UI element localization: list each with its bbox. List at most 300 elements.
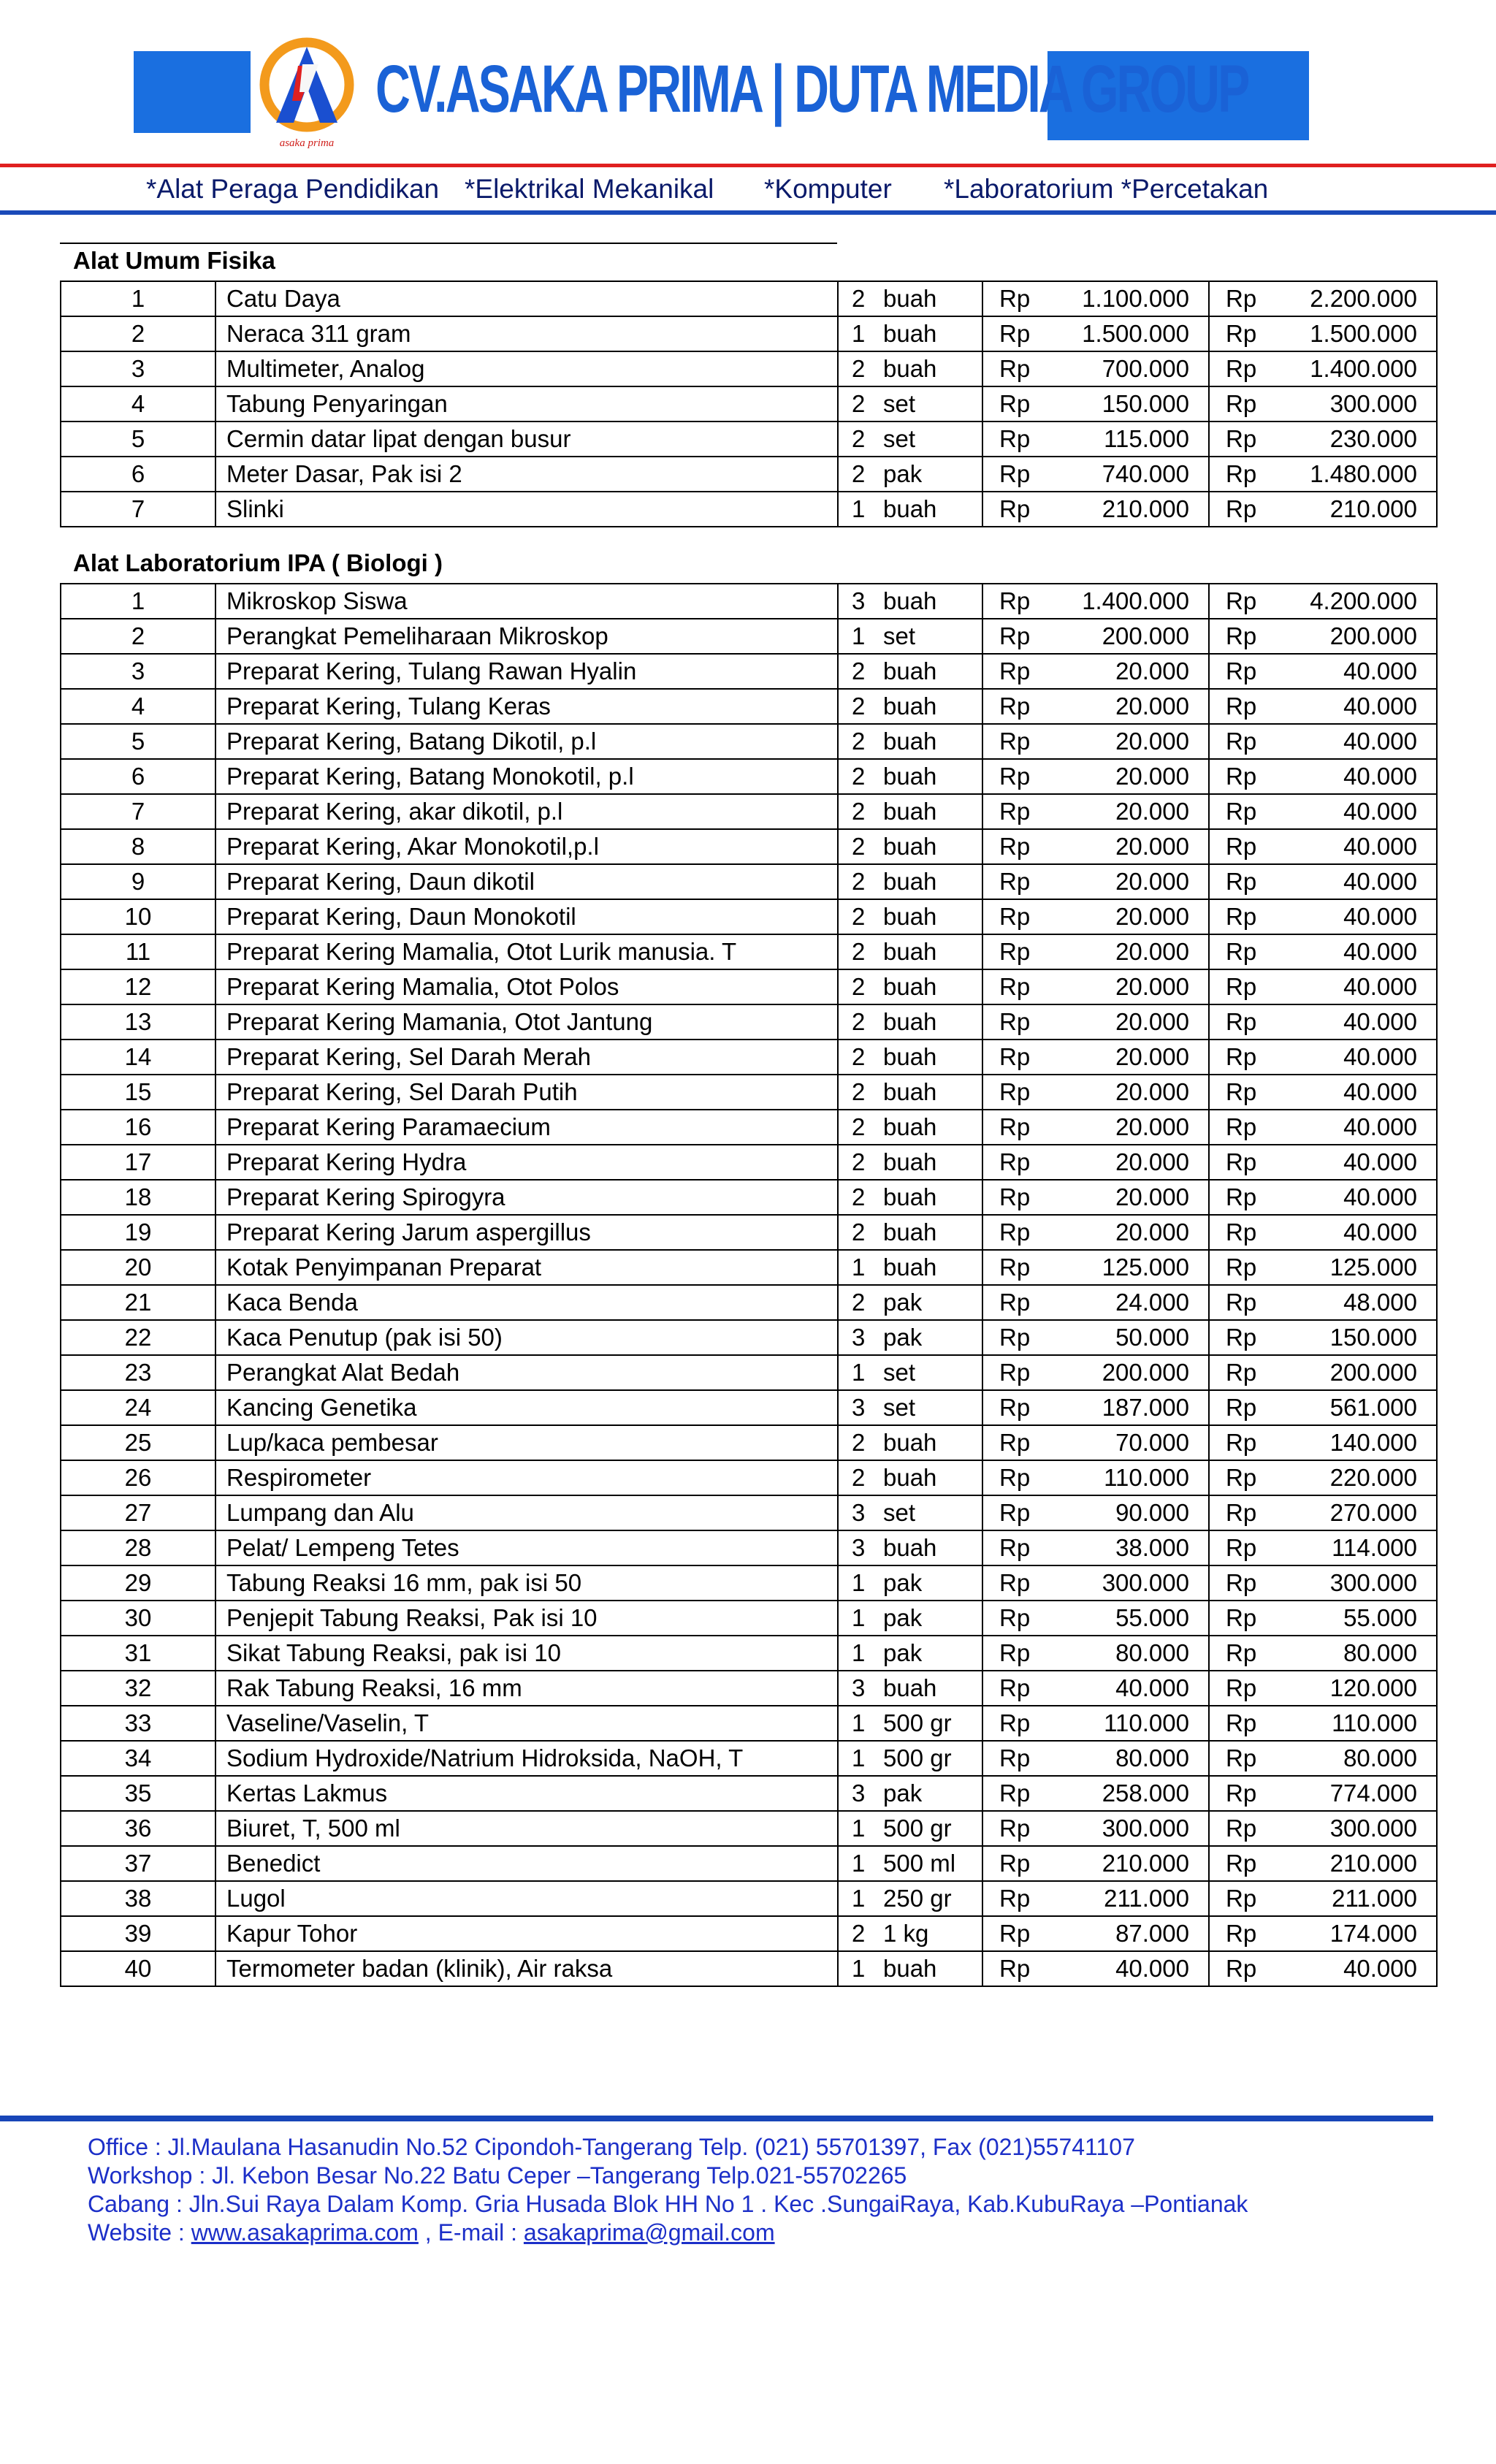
item-total-price: 300.000: [1260, 1811, 1437, 1846]
item-total-price: 40.000: [1260, 1004, 1437, 1040]
currency-label: Rp: [1209, 1636, 1260, 1671]
item-name: Lup/kaca pembesar: [215, 1425, 838, 1460]
item-name: Preparat Kering Mamalia, Otot Lurik manusia. T: [215, 934, 838, 969]
item-name: Perangkat Alat Bedah: [215, 1355, 838, 1390]
item-quantity: 2: [838, 422, 883, 457]
table-row: [61, 1004, 1437, 1040]
item-total-price: 40.000: [1260, 759, 1437, 794]
currency-label: Rp: [982, 1004, 1034, 1040]
currency-label: Rp: [982, 316, 1034, 351]
table-row: [61, 1881, 1437, 1916]
item-name: Preparat Kering Paramaecium: [215, 1110, 838, 1145]
item-unit-price: 258.000: [1034, 1776, 1209, 1811]
currency-label: Rp: [1209, 1706, 1260, 1741]
item-name: Kapur Tohor: [215, 1916, 838, 1951]
item-unit: set: [883, 1355, 982, 1390]
item-unit: buah: [883, 1145, 982, 1180]
item-total-price: 140.000: [1260, 1425, 1437, 1460]
currency-label: Rp: [1209, 1671, 1260, 1706]
item-number: 24: [61, 1390, 215, 1425]
item-name: Preparat Kering Mamania, Otot Jantung: [215, 1004, 838, 1040]
item-quantity: 3: [838, 584, 883, 619]
item-name: Kaca Penutup (pak isi 50): [215, 1320, 838, 1355]
item-unit-price: 20.000: [1034, 969, 1209, 1004]
table-row: [61, 1495, 1437, 1530]
item-number: 32: [61, 1671, 215, 1706]
table-row: [61, 864, 1437, 899]
item-total-price: 270.000: [1260, 1495, 1437, 1530]
item-unit: buah: [883, 794, 982, 829]
item-total-price: 80.000: [1260, 1741, 1437, 1776]
currency-label: Rp: [1209, 1951, 1260, 1986]
email-label: , E-mail :: [418, 2219, 524, 2246]
item-quantity: 2: [838, 899, 883, 934]
currency-label: Rp: [1209, 1250, 1260, 1285]
item-name: Preparat Kering, Akar Monokotil,p.l: [215, 829, 838, 864]
item-name: Tabung Penyaringan: [215, 386, 838, 422]
section-title: Alat Laboratorium IPA ( Biologi ): [73, 549, 443, 576]
currency-label: Rp: [1209, 1285, 1260, 1320]
item-unit-price: 20.000: [1034, 724, 1209, 759]
table-row: [61, 1951, 1437, 1986]
item-unit-price: 20.000: [1034, 759, 1209, 794]
table-row: [61, 1075, 1437, 1110]
item-name: Preparat Kering, Sel Darah Putih: [215, 1075, 838, 1110]
item-unit-price: 50.000: [1034, 1320, 1209, 1355]
item-quantity: 1: [838, 1741, 883, 1776]
currency-label: Rp: [982, 1285, 1034, 1320]
currency-label: Rp: [982, 1776, 1034, 1811]
currency-label: Rp: [982, 969, 1034, 1004]
item-total-price: 40.000: [1260, 1040, 1437, 1075]
item-unit-price: 20.000: [1034, 689, 1209, 724]
item-name: Preparat Kering, Sel Darah Merah: [215, 1040, 838, 1075]
item-number: 27: [61, 1495, 215, 1530]
item-quantity: 2: [838, 829, 883, 864]
item-total-price: 1.500.000: [1260, 316, 1437, 351]
item-name: Respirometer: [215, 1460, 838, 1495]
currency-label: Rp: [1209, 1530, 1260, 1565]
item-quantity: 2: [838, 1075, 883, 1110]
item-unit-price: 300.000: [1034, 1811, 1209, 1846]
footer-contact: [88, 2133, 1248, 2247]
item-name: Catu Daya: [215, 281, 838, 316]
item-total-price: 300.000: [1260, 386, 1437, 422]
currency-label: Rp: [982, 1530, 1034, 1565]
item-name: Cermin datar lipat dengan busur: [215, 422, 838, 457]
header-red-line: [0, 164, 1496, 167]
item-unit-price: 90.000: [1034, 1495, 1209, 1530]
item-quantity: 2: [838, 794, 883, 829]
item-unit-price: 80.000: [1034, 1636, 1209, 1671]
currency-label: Rp: [982, 1741, 1034, 1776]
item-total-price: 40.000: [1260, 724, 1437, 759]
currency-label: Rp: [1209, 316, 1260, 351]
currency-label: Rp: [982, 1495, 1034, 1530]
item-unit: set: [883, 1495, 982, 1530]
item-quantity: 1: [838, 1881, 883, 1916]
currency-label: Rp: [1209, 1565, 1260, 1601]
item-total-price: 48.000: [1260, 1285, 1437, 1320]
currency-label: Rp: [982, 386, 1034, 422]
currency-label: Rp: [1209, 422, 1260, 457]
item-total-price: 2.200.000: [1260, 281, 1437, 316]
item-unit-price: 38.000: [1034, 1530, 1209, 1565]
item-quantity: 1: [838, 1601, 883, 1636]
item-name: Preparat Kering, Tulang Keras: [215, 689, 838, 724]
table-row: [61, 1636, 1437, 1671]
item-total-price: 40.000: [1260, 899, 1437, 934]
item-number: 30: [61, 1601, 215, 1636]
item-name: Vaseline/Vaselin, T: [215, 1706, 838, 1741]
currency-label: Rp: [1209, 1110, 1260, 1145]
table-row: [61, 386, 1437, 422]
currency-label: Rp: [1209, 619, 1260, 654]
item-unit: pak: [883, 1320, 982, 1355]
item-number: 1: [61, 281, 215, 316]
item-unit: buah: [883, 689, 982, 724]
currency-label: Rp: [982, 899, 1034, 934]
currency-label: Rp: [1209, 1741, 1260, 1776]
currency-label: Rp: [982, 864, 1034, 899]
item-unit: buah: [883, 1040, 982, 1075]
currency-label: Rp: [1209, 899, 1260, 934]
item-unit-price: 1.100.000: [1034, 281, 1209, 316]
header-left-bar: [134, 51, 251, 133]
item-quantity: 2: [838, 689, 883, 724]
item-number: 33: [61, 1706, 215, 1741]
category-item: *Elektrikal Mekanikal: [465, 174, 714, 204]
item-number: 4: [61, 689, 215, 724]
item-total-price: 40.000: [1260, 1180, 1437, 1215]
currency-label: Rp: [1209, 1180, 1260, 1215]
item-number: 6: [61, 457, 215, 492]
item-unit: buah: [883, 1460, 982, 1495]
item-unit: buah: [883, 492, 982, 527]
currency-label: Rp: [982, 1916, 1034, 1951]
table-row: [61, 422, 1437, 457]
currency-label: Rp: [982, 1601, 1034, 1636]
item-total-price: 1.400.000: [1260, 351, 1437, 386]
item-unit-price: 187.000: [1034, 1390, 1209, 1425]
item-unit-price: 210.000: [1034, 492, 1209, 527]
currency-label: Rp: [982, 351, 1034, 386]
currency-label: Rp: [1209, 1145, 1260, 1180]
item-number: 18: [61, 1180, 215, 1215]
item-number: 31: [61, 1636, 215, 1671]
item-name: Biuret, T, 500 ml: [215, 1811, 838, 1846]
item-unit: buah: [883, 1180, 982, 1215]
currency-label: Rp: [1209, 1811, 1260, 1846]
table-row: [61, 899, 1437, 934]
item-quantity: 2: [838, 1180, 883, 1215]
item-quantity: 2: [838, 351, 883, 386]
item-number: 20: [61, 1250, 215, 1285]
item-quantity: 2: [838, 864, 883, 899]
currency-label: Rp: [982, 1425, 1034, 1460]
item-number: 17: [61, 1145, 215, 1180]
table-row: [61, 1706, 1437, 1741]
item-quantity: 2: [838, 654, 883, 689]
item-number: 13: [61, 1004, 215, 1040]
item-unit-price: 20.000: [1034, 1180, 1209, 1215]
item-unit: buah: [883, 969, 982, 1004]
item-name: Penjepit Tabung Reaksi, Pak isi 10: [215, 1601, 838, 1636]
table-row: [61, 1425, 1437, 1460]
item-unit-price: 87.000: [1034, 1916, 1209, 1951]
item-unit: buah: [883, 1075, 982, 1110]
item-quantity: 1: [838, 1951, 883, 1986]
item-unit: set: [883, 1390, 982, 1425]
email-link[interactable]: asakaprima@gmail.com: [523, 2219, 775, 2246]
item-unit: pak: [883, 1636, 982, 1671]
currency-label: Rp: [1209, 1601, 1260, 1636]
item-number: 1: [61, 584, 215, 619]
item-total-price: 55.000: [1260, 1601, 1437, 1636]
item-number: 16: [61, 1110, 215, 1145]
item-total-price: 210.000: [1260, 1846, 1437, 1881]
currency-label: Rp: [1209, 351, 1260, 386]
currency-label: Rp: [1209, 1495, 1260, 1530]
item-quantity: 1: [838, 1565, 883, 1601]
item-name: Neraca 311 gram: [215, 316, 838, 351]
footer-divider: [0, 2116, 1433, 2121]
item-total-price: 150.000: [1260, 1320, 1437, 1355]
item-total-price: 40.000: [1260, 1215, 1437, 1250]
table-row: [61, 1601, 1437, 1636]
currency-label: Rp: [1209, 386, 1260, 422]
item-quantity: 2: [838, 386, 883, 422]
item-quantity: 2: [838, 1110, 883, 1145]
item-total-price: 40.000: [1260, 1145, 1437, 1180]
website-link[interactable]: www.asakaprima.com: [191, 2219, 419, 2246]
item-number: 15: [61, 1075, 215, 1110]
item-unit: buah: [883, 864, 982, 899]
item-quantity: 2: [838, 724, 883, 759]
item-name: Preparat Kering Mamalia, Otot Polos: [215, 969, 838, 1004]
item-quantity: 2: [838, 934, 883, 969]
item-name: Preparat Kering Hydra: [215, 1145, 838, 1180]
item-name: Preparat Kering Jarum aspergillus: [215, 1215, 838, 1250]
item-number: 8: [61, 829, 215, 864]
item-total-price: 4.200.000: [1260, 584, 1437, 619]
item-number: 19: [61, 1215, 215, 1250]
item-unit: set: [883, 422, 982, 457]
table-row: [61, 1250, 1437, 1285]
item-total-price: 40.000: [1260, 829, 1437, 864]
currency-label: Rp: [1209, 1460, 1260, 1495]
item-total-price: 200.000: [1260, 1355, 1437, 1390]
table-row: [61, 1110, 1437, 1145]
item-unit: buah: [883, 1250, 982, 1285]
section-title: Alat Umum Fisika: [73, 247, 275, 274]
item-unit: buah: [883, 724, 982, 759]
item-name: Lumpang dan Alu: [215, 1495, 838, 1530]
item-name: Benedict: [215, 1846, 838, 1881]
currency-label: Rp: [1209, 1916, 1260, 1951]
currency-label: Rp: [982, 1250, 1034, 1285]
currency-label: Rp: [982, 1811, 1034, 1846]
currency-label: Rp: [1209, 281, 1260, 316]
currency-label: Rp: [982, 457, 1034, 492]
table-row: [61, 724, 1437, 759]
currency-label: Rp: [982, 1145, 1034, 1180]
table-row: [61, 934, 1437, 969]
item-number: 7: [61, 794, 215, 829]
item-unit-price: 1.500.000: [1034, 316, 1209, 351]
currency-label: Rp: [1209, 584, 1260, 619]
item-unit: buah: [883, 829, 982, 864]
currency-label: Rp: [982, 422, 1034, 457]
table-row: [61, 619, 1437, 654]
company-name: CV.ASAKA PRIMA | DUTA MEDIA GROUP: [375, 52, 1248, 126]
item-unit: set: [883, 619, 982, 654]
item-unit: buah: [883, 899, 982, 934]
item-unit-price: 80.000: [1034, 1741, 1209, 1776]
item-total-price: 40.000: [1260, 794, 1437, 829]
item-unit: buah: [883, 1215, 982, 1250]
item-unit: set: [883, 386, 982, 422]
item-number: 3: [61, 351, 215, 386]
item-name: Perangkat Pemeliharaan Mikroskop: [215, 619, 838, 654]
item-number: 2: [61, 619, 215, 654]
item-quantity: 1: [838, 619, 883, 654]
item-number: 36: [61, 1811, 215, 1846]
item-unit-price: 24.000: [1034, 1285, 1209, 1320]
item-unit-price: 20.000: [1034, 899, 1209, 934]
item-name: Rak Tabung Reaksi, 16 mm: [215, 1671, 838, 1706]
currency-label: Rp: [1209, 1425, 1260, 1460]
currency-label: Rp: [1209, 1320, 1260, 1355]
item-unit: buah: [883, 1530, 982, 1565]
item-number: 12: [61, 969, 215, 1004]
item-number: 38: [61, 1881, 215, 1916]
header-blue-line: [0, 210, 1496, 215]
item-unit-price: 211.000: [1034, 1881, 1209, 1916]
item-quantity: 3: [838, 1530, 883, 1565]
item-number: 10: [61, 899, 215, 934]
currency-label: Rp: [982, 1706, 1034, 1741]
table-row: [61, 1285, 1437, 1320]
item-unit-price: 125.000: [1034, 1250, 1209, 1285]
items-table-biologi: [60, 583, 1438, 1987]
currency-label: Rp: [1209, 1075, 1260, 1110]
table-row: [61, 1776, 1437, 1811]
office-address: Office : Jl.Maulana Hasanudin No.52 Cipondoh-Tangerang Telp. (021) 55701397, Fax (021)55741107: [88, 2134, 1135, 2160]
item-total-price: 40.000: [1260, 969, 1437, 1004]
item-quantity: 2: [838, 1916, 883, 1951]
item-quantity: 2: [838, 1004, 883, 1040]
item-quantity: 2: [838, 1460, 883, 1495]
item-number: 5: [61, 724, 215, 759]
currency-label: Rp: [1209, 829, 1260, 864]
item-quantity: 1: [838, 1250, 883, 1285]
currency-label: Rp: [982, 654, 1034, 689]
table-row: [61, 1355, 1437, 1390]
currency-label: Rp: [982, 492, 1034, 527]
currency-label: Rp: [982, 689, 1034, 724]
currency-label: Rp: [982, 1846, 1034, 1881]
currency-label: Rp: [982, 1390, 1034, 1425]
item-quantity: 3: [838, 1671, 883, 1706]
item-number: 28: [61, 1530, 215, 1565]
table-row: [61, 1846, 1437, 1881]
item-unit-price: 20.000: [1034, 794, 1209, 829]
item-unit: pak: [883, 1776, 982, 1811]
item-name: Preparat Kering, Batang Monokotil, p.l: [215, 759, 838, 794]
item-number: 7: [61, 492, 215, 527]
branch-address: Cabang : Jln.Sui Raya Dalam Komp. Gria Husada Blok HH No 1 . Kec .SungaiRaya, Kab.KubuRaya –Pontianak: [88, 2191, 1248, 2217]
currency-label: Rp: [1209, 492, 1260, 527]
item-unit-price: 55.000: [1034, 1601, 1209, 1636]
item-quantity: 3: [838, 1495, 883, 1530]
item-total-price: 774.000: [1260, 1776, 1437, 1811]
table-row: [61, 759, 1437, 794]
currency-label: Rp: [982, 1636, 1034, 1671]
table-row: [61, 1565, 1437, 1601]
item-unit: pak: [883, 457, 982, 492]
item-unit-price: 20.000: [1034, 829, 1209, 864]
item-number: 35: [61, 1776, 215, 1811]
currency-label: Rp: [982, 1040, 1034, 1075]
item-unit: 500 gr: [883, 1706, 982, 1741]
item-name: Mikroskop Siswa: [215, 584, 838, 619]
item-unit: pak: [883, 1285, 982, 1320]
item-unit: buah: [883, 316, 982, 351]
item-unit: buah: [883, 1671, 982, 1706]
table-row: [61, 457, 1437, 492]
item-unit-price: 20.000: [1034, 934, 1209, 969]
currency-label: Rp: [1209, 457, 1260, 492]
currency-label: Rp: [1209, 724, 1260, 759]
item-unit: 1 kg: [883, 1916, 982, 1951]
item-number: 34: [61, 1741, 215, 1776]
category-item: *Alat Peraga Pendidikan: [146, 174, 440, 204]
item-quantity: 1: [838, 1355, 883, 1390]
item-unit-price: 110.000: [1034, 1706, 1209, 1741]
item-name: Termometer badan (klinik), Air raksa: [215, 1951, 838, 1986]
item-unit: 500 gr: [883, 1741, 982, 1776]
item-unit: buah: [883, 1110, 982, 1145]
item-unit: 500 gr: [883, 1811, 982, 1846]
item-number: 23: [61, 1355, 215, 1390]
item-number: 9: [61, 864, 215, 899]
currency-label: Rp: [1209, 1040, 1260, 1075]
item-quantity: 2: [838, 1285, 883, 1320]
item-number: 22: [61, 1320, 215, 1355]
currency-label: Rp: [982, 1110, 1034, 1145]
item-quantity: 3: [838, 1320, 883, 1355]
table-row: [61, 1460, 1437, 1495]
item-number: 6: [61, 759, 215, 794]
item-number: 40: [61, 1951, 215, 1986]
currency-label: Rp: [982, 1320, 1034, 1355]
item-name: Preparat Kering, akar dikotil, p.l: [215, 794, 838, 829]
items-table-fisika: [60, 281, 1438, 527]
item-name: Tabung Reaksi 16 mm, pak isi 50: [215, 1565, 838, 1601]
item-unit: buah: [883, 934, 982, 969]
item-total-price: 120.000: [1260, 1671, 1437, 1706]
item-unit-price: 300.000: [1034, 1565, 1209, 1601]
contact-line: [88, 2219, 1248, 2247]
category-bar: [0, 174, 1496, 210]
item-name: Kancing Genetika: [215, 1390, 838, 1425]
item-unit: 500 ml: [883, 1846, 982, 1881]
item-total-price: 300.000: [1260, 1565, 1437, 1601]
item-unit-price: 740.000: [1034, 457, 1209, 492]
item-name: Meter Dasar, Pak isi 2: [215, 457, 838, 492]
item-name: Sodium Hydroxide/Natrium Hidroksida, NaOH, T: [215, 1741, 838, 1776]
